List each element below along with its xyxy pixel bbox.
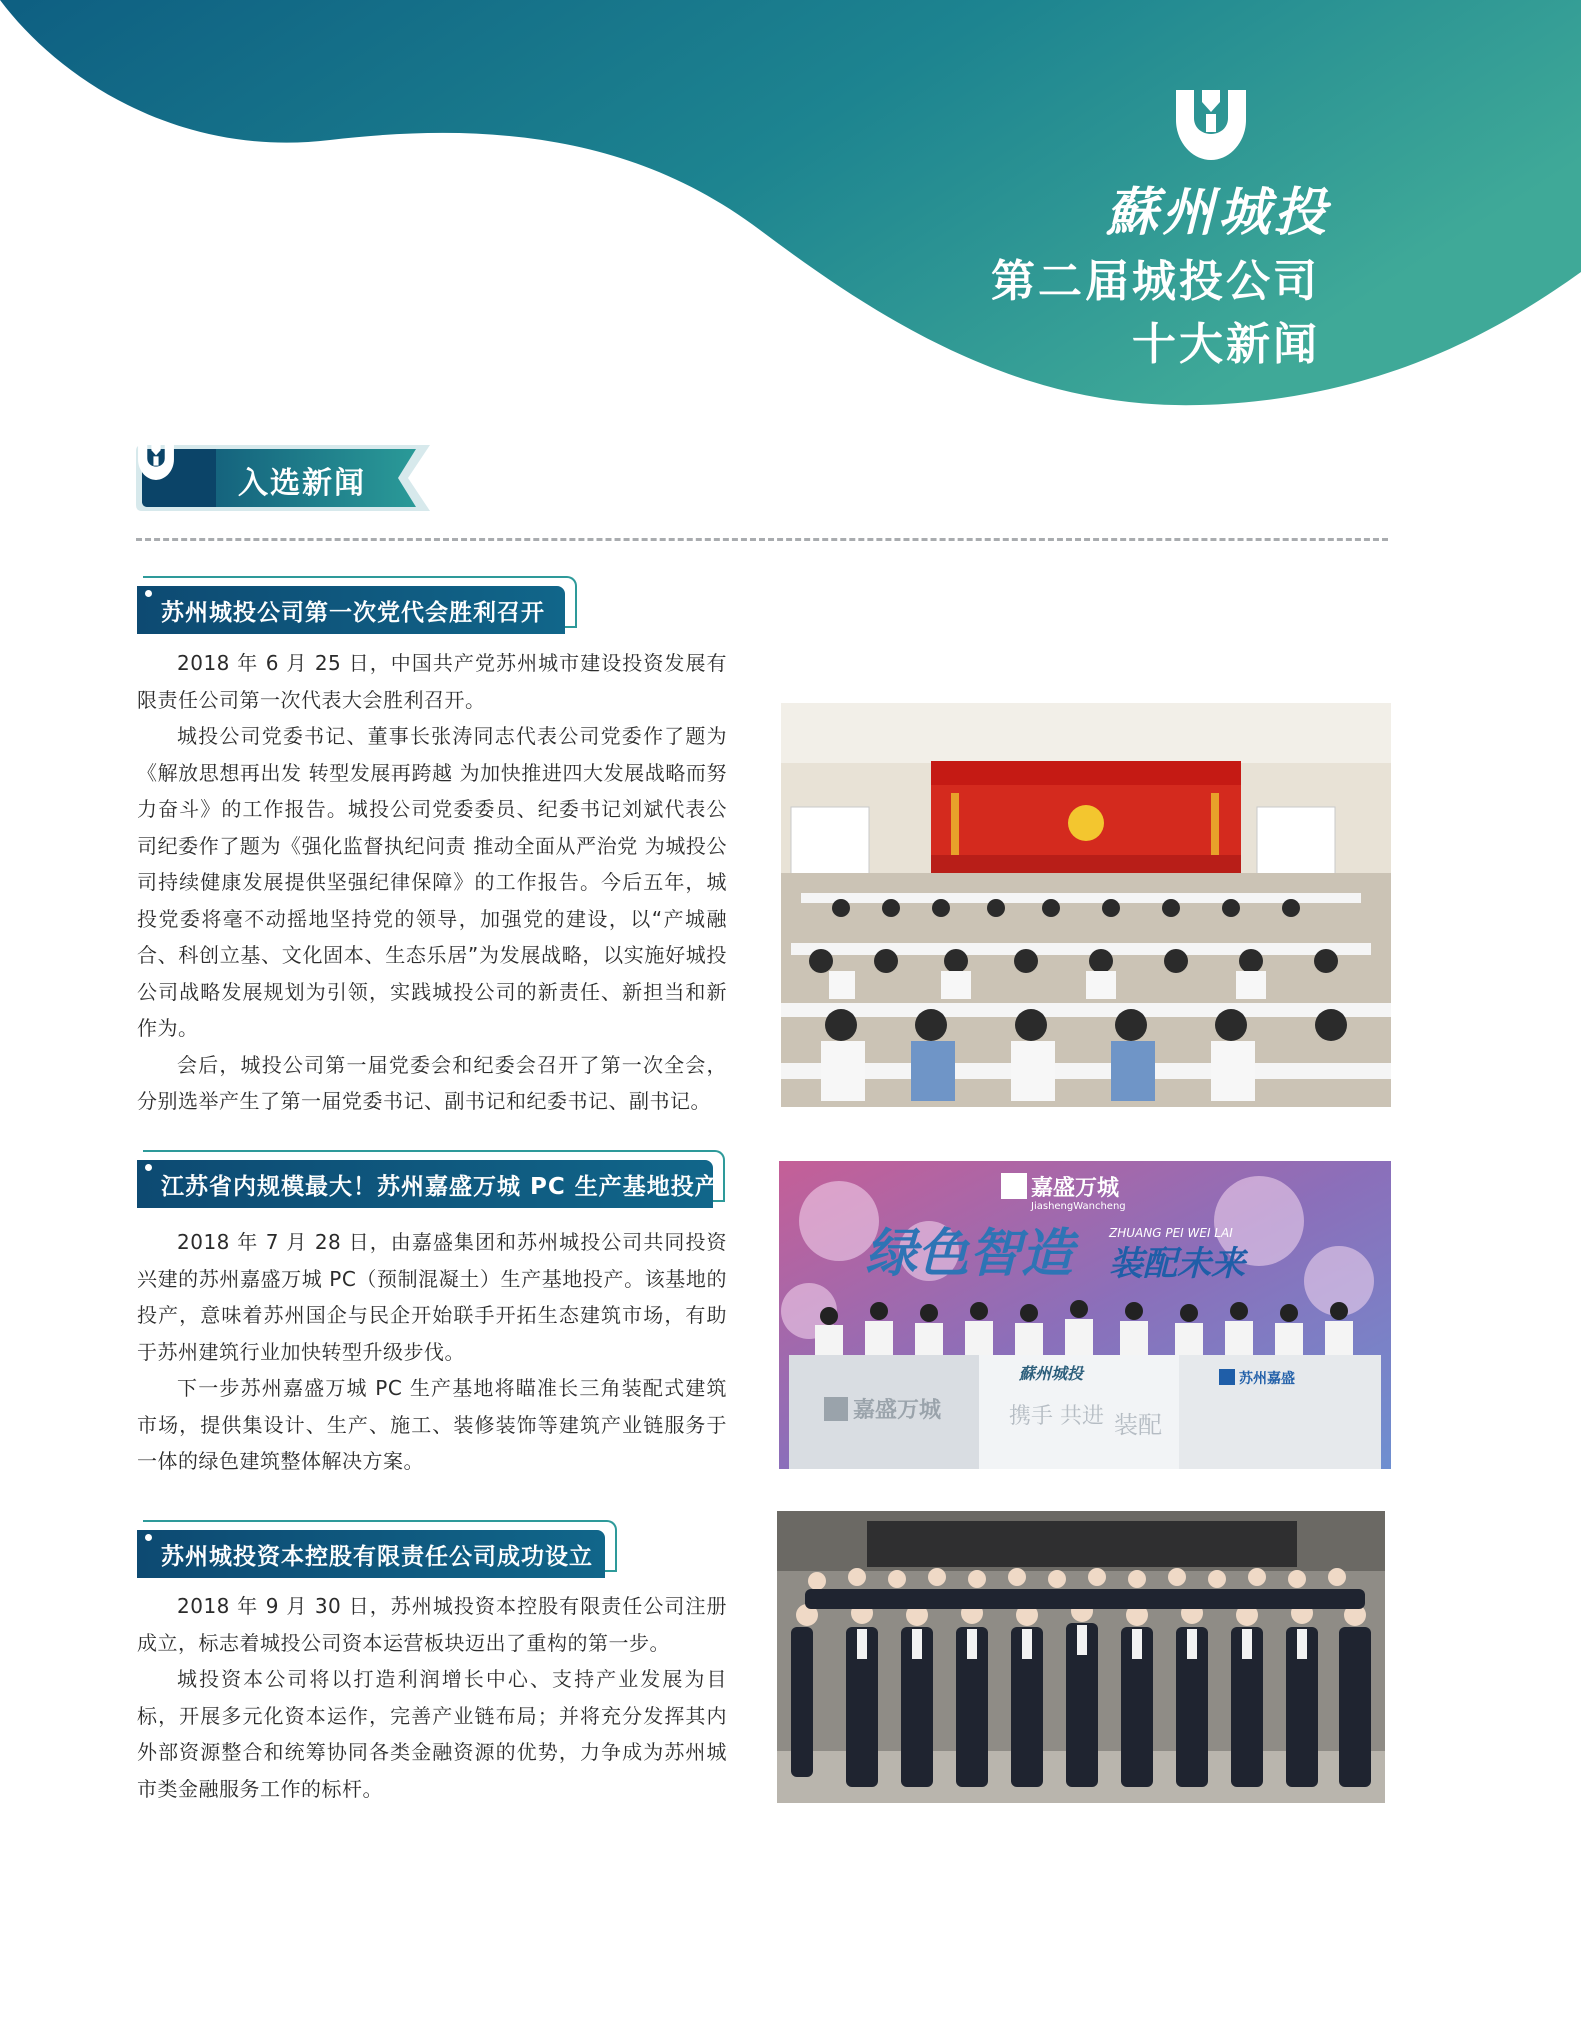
- article-2-heading: [137, 1150, 725, 1208]
- article-2-paragraph-1: 2018 年 7 月 28 日，由嘉盛集团和苏州城投公司共同投资兴建的苏州嘉盛万城 PC（预制混凝土）生产基地投产。该基地的投产，意味着苏州国企与民企开始联手开拓生态建筑市场，有助于苏州建筑行业加快转型升级步伐。: [137, 1230, 727, 1364]
- section-divider: [136, 538, 1388, 541]
- article-3-body: [137, 1588, 727, 1807]
- photo-brand: 嘉盛万城: [1031, 1176, 1120, 1201]
- article-2-body: [137, 1224, 727, 1480]
- article-2-paragraph-2: 下一步苏州嘉盛万城 PC 生产基地将瞄准长三角装配式建筑市场，提供集设计、生产、施工、装修装饰等建筑产业链服务于一体的绿色建筑整体解决方案。: [137, 1376, 727, 1473]
- heading-dot: [145, 590, 152, 597]
- heading-dot: [145, 1534, 152, 1541]
- article-1-heading-text: 苏州城投公司第一次党代会胜利召开: [161, 600, 545, 626]
- article-1-paragraph-1: 2018 年 6 月 25 日，中国共产党苏州城市建设投资发展有限责任公司第一次代表大会胜利召开。: [137, 651, 727, 712]
- heading-dot: [145, 1164, 152, 1171]
- company-calligraphy-logo: 蘇州城投: [1105, 182, 1330, 243]
- article-1-paragraph-3: 会后，城投公司第一届党委会和纪委会召开了第一次全会，分别选举产生了第一届党委书记、副书记和纪委书记、副书记。: [137, 1052, 727, 1113]
- article-1-body: [137, 645, 727, 1120]
- photo-brand-en: JiashengWancheng: [1031, 1201, 1126, 1212]
- photo-pinyin: ZHUANG PEI WEI LAI: [1109, 1226, 1233, 1240]
- header-wave-banner: [0, 0, 1581, 420]
- podium-right-text: 苏州嘉盛: [1239, 1371, 1295, 1387]
- article-3-paragraph-2: 城投资本公司将以打造利润增长中心、支持产业发展为目标，开展多元化资本运作，完善产业链布局；并将充分发挥其内外部资源整合和统筹协同各类金融资源的优势，力争成为苏州城市类金融服务工作的标杆。: [137, 1667, 727, 1801]
- podium-mid-text: 携手 共进: [1009, 1404, 1104, 1429]
- podium-mid-logo: 蘇州城投: [1019, 1364, 1084, 1383]
- photo-slogan: 绿色智造: [865, 1224, 1074, 1284]
- section-label: 入选新闻: [238, 466, 366, 501]
- article-1-heading: [137, 576, 577, 634]
- page-title-line2: 十大新闻: [1132, 319, 1320, 370]
- article-3-heading: [137, 1520, 617, 1578]
- article-3-photo-group: [777, 1511, 1385, 1803]
- suzhou-chengtou-logo-icon: [1172, 88, 1250, 162]
- article-1-photo-party-congress: [781, 703, 1391, 1107]
- podium-mid-text-2: 装配: [1114, 1411, 1162, 1439]
- page-title-line1: 第二届城投公司: [991, 256, 1320, 307]
- article-1-paragraph-2: 城投公司党委书记、董事长张涛同志代表公司党委作了题为《解放思想再出发 转型发展再跨越 为加快推进四大发展战略而努力奋斗》的工作报告。城投公司党委委员、纪委书记刘斌代表公司纪委作了题为《强化监督执纪问责 推动全面从严治党 为城投公司持续健康发展提供坚强纪律保障》的工作报告。今后五年，城投党委将毫不动摇地坚持党的领导，加强党的建设，以“产城融合、科创立基、文化固本、生态乐居”为发展战略，以实施好城投公司战略发展规划为引领，实践城投公司的新责任、新担当和新作为。: [137, 724, 727, 1040]
- section-tag: [136, 443, 430, 513]
- article-3-heading-text: 苏州城投资本控股有限责任公司成功设立: [161, 1544, 593, 1570]
- article-2-photo-production-base-launch: [779, 1161, 1391, 1469]
- section-logo-icon: [136, 443, 176, 481]
- article-3-paragraph-1: 2018 年 9 月 30 日，苏州城投资本控股有限责任公司注册成立，标志着城投公司资本运营板块迈出了重构的第一步。: [137, 1594, 727, 1655]
- article-2-heading-text: 江苏省内规模最大！苏州嘉盛万城 PC 生产基地投产: [161, 1174, 719, 1200]
- podium-left-text: 嘉盛万城: [853, 1398, 942, 1423]
- photo-slogan-2: 装配未来: [1109, 1244, 1245, 1284]
